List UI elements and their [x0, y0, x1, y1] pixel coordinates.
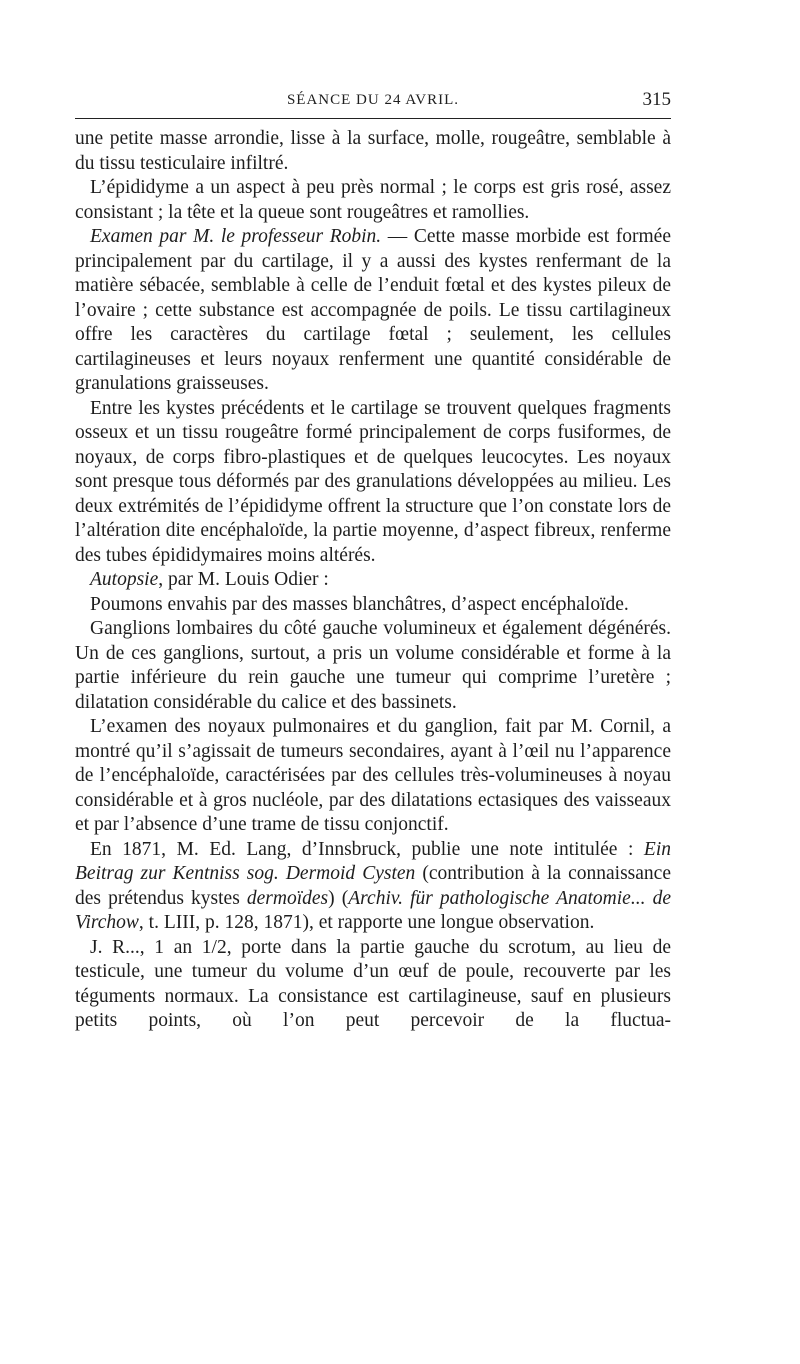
paragraph-text: ) (	[328, 887, 349, 909]
paragraph-text: , par M. Louis Odier :	[158, 569, 329, 590]
section-heading-autopsie: Autopsie	[90, 569, 159, 590]
cited-term: dermoïdes	[246, 887, 329, 909]
cited-title: Ein Beitrag zur Kentniss sog. Dermoid Cysten	[75, 838, 671, 884]
page-number: 315	[642, 89, 671, 110]
running-header	[75, 84, 671, 119]
paragraph: Poumons envahis par des masses blanchâtres, d’aspect encéphaloïde.	[90, 593, 629, 615]
paragraph-text: (contribution à la connaissance des prétendus kystes	[75, 863, 671, 909]
cited-journal: Archiv. für pathologische Anatomie... de Virchow	[75, 887, 671, 933]
section-heading-examen: Examen par M. le professeur Robin.	[90, 226, 382, 247]
paragraph: L’examen des noyaux pulmonaires et du ganglion, fait par M. Cornil, a montré qu’il s’agissait de tumeurs secondaires, ayant à l’œil nu l’apparence de l’encéphaloïde, caractérisées par des cellules très-volumineuses à noyau considérable et à gros nucléole, par des dilatations ectasiques des vaisseaux et par l’absence d’une trame de tissu conjonctif.	[75, 716, 671, 835]
paragraph-continues-next-page: J. R..., 1 an 1/2, porte dans la partie gauche du scrotum, au lieu de testicule, une tumeur du volume d’un œuf de poule, recouverte par les téguments normaux. La consistance est cartilagineuse, sauf en plusieurs petits points, où l’on peut percevoir de la fluctua-	[75, 936, 671, 1031]
paragraph-text: En 1871, M. Ed. Lang, d’Innsbruck, publie une note intitulée :	[90, 838, 644, 860]
paragraph	[75, 225, 671, 397]
paragraph: Entre les kystes précédents et le cartilage se trouvent quelques fragments osseux et un tissu rougeâtre formé principalement de corps fusiformes, de noyaux, de corps fibro-plastiques et de quelques leucocytes. Les noyaux sont presque tous déformés par des granulations développées au milieu. Les deux extrémités de l’épididyme offrent la structure que l’on constate lors de l’altération dite encéphaloïde, la partie moyenne, d’aspect fibreux, renferme des tubes épididymaires moins altérés.	[75, 397, 671, 566]
paragraph: Ganglions lombaires du côté gauche volumineux et également dégénérés. Un de ces ganglions, surtout, a pris un volume considérable et forme à la partie inférieure du rein gauche une tumeur qui comprime l’uretère ; dilatation considérable du calice et des bassinets.	[75, 618, 671, 713]
running-title: SÉANCE DU 24 AVRIL.	[286, 92, 460, 108]
paragraph	[75, 838, 671, 936]
paragraph: L’épididyme a un aspect à peu près normal ; le corps est gris rosé, assez consistant ; la tête et la queue sont rougeâtres et ramollies.	[75, 177, 671, 223]
paragraph-text: — Cette masse morbide est formée principalement par du cartilage, il y a aussi des kystes renfermant de la matière sébacée, semblable à celle de l’enduit fœtal et des kystes pileux de l’ovaire ; cette substance est accompagnée de poils. Le tissu cartilagineux offre les caractères du cartilage fœtal ; seulement, les cellules cartilagineuses et leurs noyaux renferment une quantité considérable de granulations graisseuses.	[75, 226, 671, 394]
book-page	[75, 84, 671, 1034]
body-text	[75, 127, 671, 1034]
paragraph-text: , t. LIII, p. 128, 1871), et rapporte une longue observation.	[138, 912, 595, 933]
paragraph-continued: une petite masse arrondie, lisse à la surface, molle, rougeâtre, semblable à du tissu testiculaire infiltré.	[75, 128, 671, 174]
paragraph	[75, 568, 671, 593]
